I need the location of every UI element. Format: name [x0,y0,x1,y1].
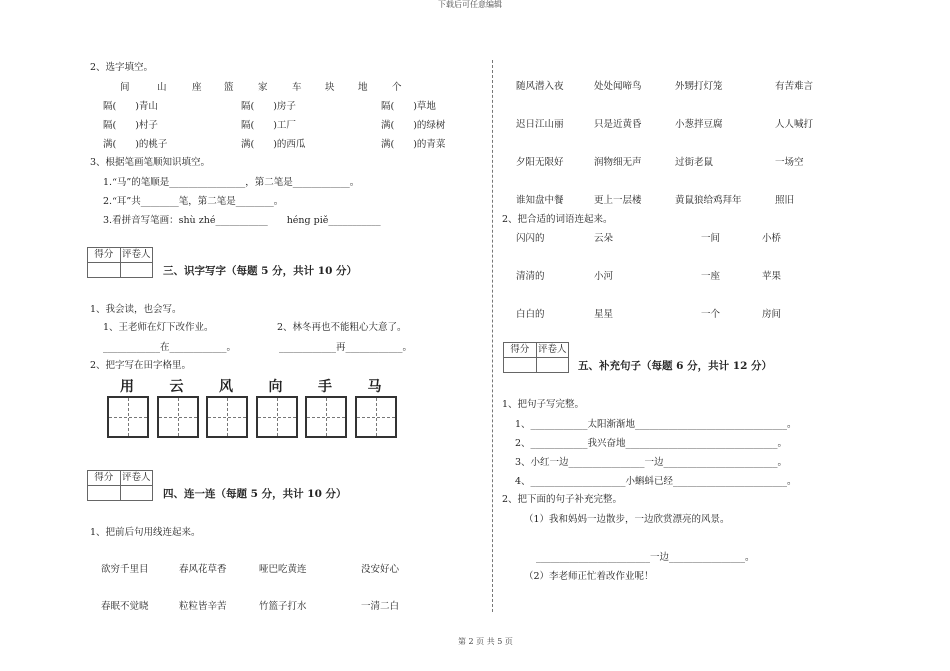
tianzige-box[interactable] [355,396,397,438]
s4-phrase: 粒粒皆辛苦 [179,601,227,612]
s5-q1-item-4: 4、____________________小蝌蚪已经________________________。 [515,476,797,487]
tianzige-box[interactable] [256,396,298,438]
s5-q1-item-2: 2、____________我兴奋地________________________________。 [515,438,788,449]
char-option: 块 [325,82,335,93]
s4-q1: 1、把前后句用线连起来。 [90,527,201,538]
fill-item: 隔( )村子 [103,120,158,131]
idiom-phrase: 照旧 [775,195,795,206]
idiom-phrase: 随风潜入夜 [516,81,564,92]
grid-char: 手 [318,379,332,395]
word-item: 闪闪的 [516,233,545,244]
idiom-phrase: 迟日江山丽 [516,119,564,130]
idiom-phrase: 小葱拌豆腐 [675,119,723,130]
word-item: 白白的 [516,309,545,320]
s4-phrase: 春眠不觉晓 [101,601,149,612]
s5-q2-item-1: （1）我和妈妈一边散步，一边欣赏漂亮的风景。 [524,514,730,525]
s4-phrase: 竹篮子打水 [259,601,307,612]
s3-q2: 2、把字写在田字格里。 [90,360,192,371]
s4-phrase: 哑巴吃黄连 [259,564,307,575]
s5-q1-item-1: 1、____________太阳渐渐地________________________________。 [515,419,797,430]
idiom-phrase: 外甥打灯笼 [675,81,723,92]
page-footer: 第 2 页 共 5 页 [458,637,513,646]
fill-item: 满( )的青菜 [381,139,446,150]
word-item: 房间 [762,309,782,320]
tianzige-box[interactable] [305,396,347,438]
idiom-phrase: 人人喊打 [775,119,814,130]
idiom-phrase: 过街老鼠 [675,157,714,168]
fill-item: 满( )的西瓜 [241,139,306,150]
word-item: 一个 [701,309,721,320]
grid-char: 向 [268,379,283,395]
word-item: 清清的 [516,271,545,282]
s3-q1-sentence-1: 1、王老师在灯下改作业。 [103,322,214,333]
idiom-phrase: 一场空 [775,157,804,168]
word-item: 一间 [701,233,721,244]
idiom-phrase: 更上一层楼 [594,195,642,206]
idiom-phrase: 黄鼠狼给鸡拜年 [675,195,742,206]
s5-q1: 1、把句子写完整。 [502,399,585,410]
page-header: 下载后可任意编辑 [438,0,502,9]
s4-phrase: 欲穷千里目 [101,564,149,575]
s3-q1-sentence-2: 2、林冬再也不能粗心大意了。 [277,322,407,333]
s4-phrase: 一清二白 [361,601,400,612]
char-option: 家 [258,82,268,93]
section-3-title: 三、识字写字（每题 5 分，共计 10 分） [163,265,358,277]
idiom-phrase: 夕阳无限好 [516,157,564,168]
char-option: 山 [157,82,167,93]
idiom-phrase: 处处闻啼鸟 [594,81,642,92]
fill-item: 隔( )工厂 [241,120,296,131]
word-item: 星星 [594,309,614,320]
section-4-title: 四、连一连（每题 5 分，共计 10 分） [163,488,347,500]
s4-phrase: 春风花草香 [179,564,227,575]
s5-q2-blank: ________________________一边________________。 [536,552,755,563]
tianzige-box[interactable] [107,396,149,438]
char-option: 篮 [224,82,234,93]
grid-char: 风 [219,379,233,395]
fill-item: 满( )的桃子 [103,139,168,150]
word-item: 小河 [594,271,614,282]
s3-q1-blank-1: ____________在____________。 [103,342,237,353]
column-divider [492,60,493,612]
char-option: 座 [192,82,202,93]
score-box-4: 得分 评卷人 [87,470,153,501]
s5-q1-item-3: 3、小红一边________________一边________________________。 [515,457,788,468]
char-option: 车 [292,82,302,93]
s3-q1-blank-2: ____________再____________。 [279,342,413,353]
idiom-phrase: 润物细无声 [594,157,642,168]
char-option: 地 [358,82,368,93]
grid-char: 马 [367,379,382,395]
word-item: 云朵 [594,233,614,244]
s4-phrase: 没安好心 [361,564,400,575]
grid-char: 用 [120,379,134,395]
q3-item-1: 1.“马”的笔顺是________________，第二笔是____________。 [103,177,360,188]
score-box-3: 得分 评卷人 [87,247,153,278]
idiom-phrase: 有苦难言 [775,81,814,92]
tianzige-box[interactable] [206,396,248,438]
fill-item: 隔( )房子 [241,101,296,112]
fill-item: 隔( )草地 [381,101,436,112]
char-option: 间 [120,82,130,93]
word-item: 苹果 [762,271,782,282]
s5-q2-item-2: （2）李老师正忙着改作业呢！ [524,571,654,582]
grid-char: 云 [169,379,184,395]
idiom-phrase: 谁知盘中餐 [516,195,564,206]
idiom-phrase: 只是近黄昏 [594,119,642,130]
q3-item-2: 2.“耳”共________笔，第二笔是________。 [103,196,284,207]
section-5-title: 五、补充句子（每题 6 分，共计 12 分） [578,360,773,372]
fill-item: 满( )的绿树 [381,120,446,131]
tianzige-box[interactable] [157,396,199,438]
fill-item: 隔( )青山 [103,101,158,112]
q3-title: 3、根据笔画笔顺知识填空。 [90,157,211,168]
q2-title: 2、选字填空。 [90,62,154,73]
word-item: 小桥 [762,233,782,244]
s5-q2: 2、把下面的句子补充完整。 [502,494,623,505]
r-q2-title: 2、把合适的词语连起来。 [502,214,613,225]
q3-item-3: 3.看拼音写笔画：shù zhé___________ héng piě___________ [103,215,381,226]
s3-q1: 1、我会读，也会写。 [90,304,182,315]
word-item: 一座 [701,271,721,282]
char-option: 个 [392,82,402,93]
score-box-5: 得分 评卷人 [503,342,569,373]
